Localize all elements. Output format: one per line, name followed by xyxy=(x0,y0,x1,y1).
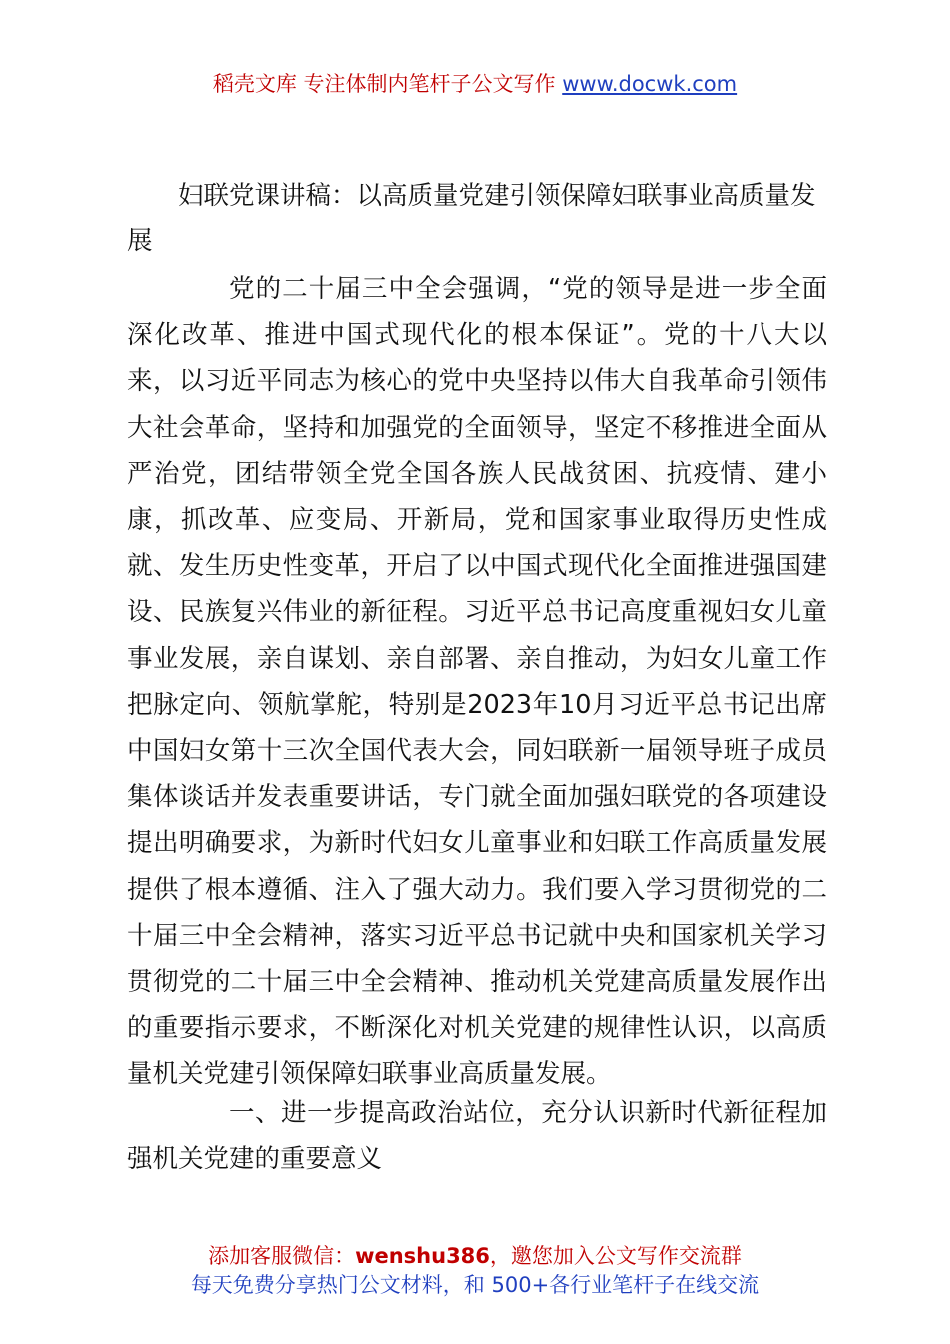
section-heading: 一、进一步提高政治站位，充分认识新时代新征程加强机关党建的重要意义 xyxy=(127,1098,827,1175)
footer-contact-prefix: 添加客服微信： xyxy=(208,1244,356,1268)
footer-contact-line xyxy=(0,1241,950,1271)
footer-promo-line: 每天免费分享热门公文材料，和 500+各行业笔杆子在线交流 xyxy=(190,1273,760,1297)
footer-contact-suffix: ，邀您加入公文写作交流群 xyxy=(489,1244,742,1268)
site-header xyxy=(0,70,950,98)
site-url-link[interactable]: www.docwk.com xyxy=(562,72,738,96)
body-paragraph: 党的二十届三中全会强调，“党的领导是进一步全面深化改革、推进中国式现代化的根本保证”。党的十八大以来，以习近平同志为核心的党中央坚持以伟大自我革命引领伟大社会革命，坚持和加强党的全面领导，坚定不移推进全面从严治党，团结带领全党全国各族人民战贫困、抗疫情、建小康，抓改革、应变局、开新局，党和国家事业取得历史性成就、发生历史性变革，开启了以中国式现代化全面推进强国建设、民族复兴伟业的新征程。习近平总书记高度重视妇女儿童事业发展，亲自谋划、亲自部署、亲自推动，为妇女儿童工作把脉定向、领航掌舵，特别是2023年10月习近平总书记出席中国妇女第十三次全国代表大会，同妇联新一届领导班子成员集体谈话并发表重要讲话，专门就全面加强妇联党的各项建设提出明确要求，为新时代妇女儿童事业和妇联工作高质量发展提供了根本遵循、注入了强大动力。我们要入学习贯彻党的二十届三中全会精神，落实习近平总书记就中央和国家机关学习贯彻党的二十届三中全会精神、推动机关党建高质量发展作出的重要指示要求，不断深化对机关党建的规律性认识，以高质量机关党建引领保障妇联事业高质量发展。 xyxy=(127,274,827,1090)
site-slogan: 稻壳文库 专注体制内笔杆子公文写作 xyxy=(212,72,563,96)
wechat-id: wenshu386 xyxy=(355,1244,490,1268)
document-title: 妇联党课讲稿：以高质量党建引领保障妇联事业高质量发展 xyxy=(127,181,816,256)
